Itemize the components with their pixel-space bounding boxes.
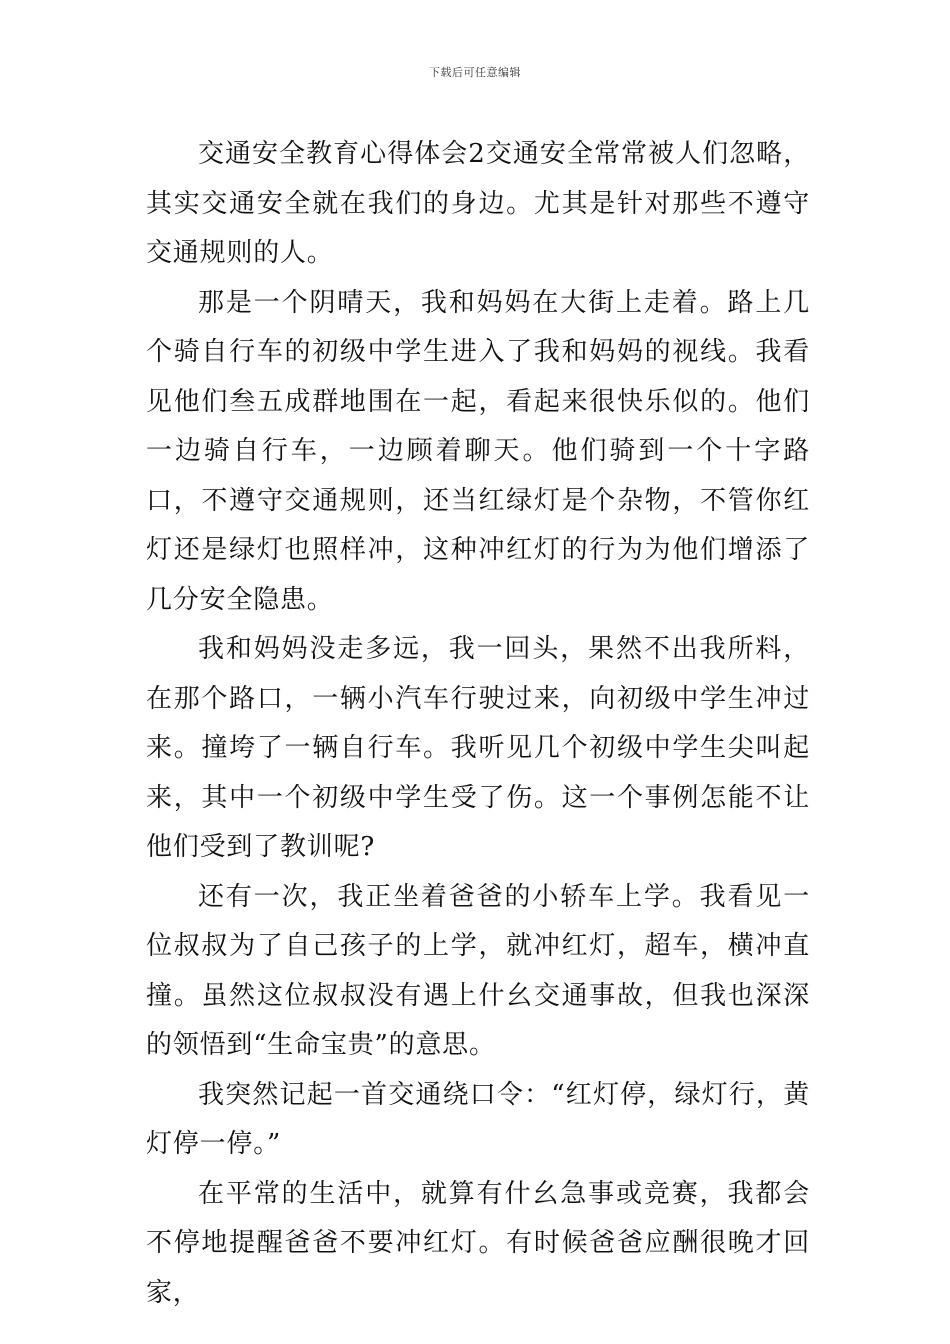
paragraph-4: 还有一次，我正坐着爸爸的小轿车上学。我看见一位叔叔为了自己孩子的上学，就冲红灯，超车，横冲直撞。虽然这位叔叔没有遇上什幺交通事故，但我也深深的领悟到“生命宝贵”的意思。 [146,881,810,1060]
page-header: 下载后可任意编辑 [429,66,521,79]
paragraph-6: 在平常的生活中，就算有什幺急事或竞赛，我都会不停地提醒爸爸不要冲红灯。有时候爸爸应酬很晚才回家， [146,1178,810,1308]
paragraph-3: 我和妈妈没走多远，我一回头，果然不出我所料，在那个路口，一辆小汽车行驶过来，向初级中学生冲过来。撞垮了一辆自行车。我听见几个初级中学生尖叫起来，其中一个初级中学生受了伤。这一个事例怎能不让他们受到了教训呢? [146,634,810,862]
document-body [146,130,810,1318]
paragraph-2: 那是一个阴晴天，我和妈妈在大街上走着。路上几个骑自行车的初级中学生进入了我和妈妈的视线。我看见他们叁五成群地围在一起，看起来很快乐似的。他们一边骑自行车，一边顾着聊天。他们骑到一个十字路口，不遵守交通规则，还当红绿灯是个杂物，不管你红灯还是绿灯也照样冲，这种冲红灯的行为为他们增添了几分安全隐患。 [146,287,810,615]
paragraph-1: 交通安全教育心得体会2交通安全常常被人们忽略，其实交通安全就在我们的身边。尤其是针对那些不遵守交通规则的人。 [146,139,810,268]
paragraph-5: 我突然记起一首交通绕口令：“红灯停，绿灯行，黄灯停一停。” [146,1079,810,1159]
